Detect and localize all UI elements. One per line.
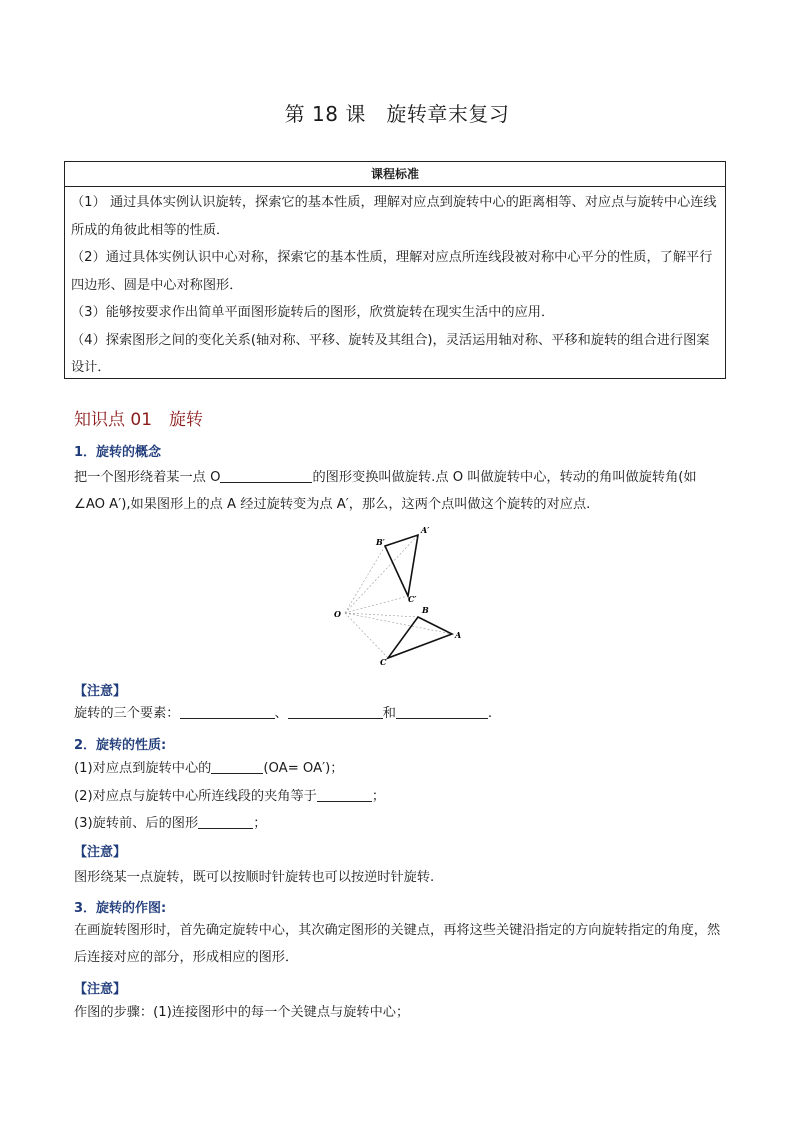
property-3-text: (3)旋转前、后的图形 <box>74 816 199 831</box>
label-A-prime: A′ <box>421 525 430 535</box>
property-1 <box>74 755 724 782</box>
fill-blank <box>288 704 383 719</box>
note-label-3: 【注意】 <box>74 982 127 997</box>
concept-text-start: 把一个图形绕着某一点 O <box>74 470 221 485</box>
concept-text-rest: 的图形变换叫做旋转.点 O 叫做旋转中心，转动的角叫做旋转角(如∠AO A′),如果图形上的点 A 经过旋转变为点 A′，那么，这两个点叫做这个旋转的对应点. <box>74 470 697 512</box>
fill-blank <box>180 704 275 719</box>
label-O: O <box>334 609 341 619</box>
label-B-prime: B′ <box>376 537 385 547</box>
fill-blank <box>317 787 372 802</box>
and-text: 和 <box>382 706 396 721</box>
period: . <box>487 706 493 721</box>
note-label-2: 【注意】 <box>74 845 127 860</box>
property-2 <box>74 783 724 810</box>
rotated-triangle <box>385 535 418 596</box>
standards-body <box>65 187 725 382</box>
section-heading-properties: 2．旋转的性质: <box>74 738 167 753</box>
label-C: C <box>380 657 387 667</box>
property-3-tail: ； <box>253 816 267 831</box>
label-A: A <box>455 630 462 640</box>
section-heading-construction: 3．旋转的作图: <box>74 901 167 916</box>
standard-item-2: （2）通过具体实例认识中心对称，探索它的基本性质，理解对应点所连线段被对称中心平分的性质，了解平行四边形、圆是中心对称图形． <box>71 250 713 293</box>
fill-blank <box>220 468 312 483</box>
direction-note: 图形绕某一点旋转，既可以按顺时针旋转也可以按逆时针旋转. <box>74 870 435 885</box>
curriculum-standards-table <box>64 161 726 379</box>
property-3 <box>74 810 724 837</box>
fill-blank <box>198 814 253 829</box>
separator: 、 <box>274 706 288 721</box>
property-1-text: (1)对应点到旋转中心的 <box>74 761 212 776</box>
label-B: B <box>422 605 429 615</box>
knowledge-point-title: 知识点 01 旋转 <box>74 410 204 430</box>
label-C-prime: C′ <box>408 594 417 604</box>
standards-header: 课程标准 <box>65 162 725 187</box>
standard-item-1: （1） 通过具体实例认识旋转，探索它的基本性质，理解对应点到旋转中心的距离相等、对应点与旋转中心连线所成的角彼此相等的性质． <box>71 195 717 238</box>
three-elements-text: 旋转的三个要素： <box>74 706 180 721</box>
lesson-title: 第 18 课 旋转章末复习 <box>284 102 510 126</box>
construction-steps: 作图的步骤：(1)连接图形中的每一个关键点与旋转中心； <box>74 1005 410 1020</box>
rotation-figure <box>326 522 471 667</box>
note-label-1: 【注意】 <box>74 684 127 699</box>
fill-blank <box>211 759 263 774</box>
standard-item-3: （3）能够按要求作出简单平面图形旋转后的图形，欣赏旋转在现实生活中的应用． <box>71 305 555 320</box>
property-1-tail: (OA= OA′)； <box>263 761 344 776</box>
property-2-tail: ； <box>371 789 386 804</box>
construction-text: 在画旋转图形时，首先确定旋转中心，其次确定图形的关键点，再将这些关键沿指定的方向旋转指定的角度，然后连接对应的部分，形成相应的图形． <box>74 923 721 965</box>
section-heading-concept: 1．旋转的概念 <box>74 445 162 460</box>
fill-blank <box>396 704 488 719</box>
three-elements-line <box>74 700 724 727</box>
rotation-concept-text <box>74 464 724 518</box>
property-2-text: (2)对应点与旋转中心所连线段的夹角等于 <box>74 789 317 804</box>
standard-item-4: （4）探索图形之间的变化关系(轴对称、平移、旋转及其组合)，灵活运用轴对称、平移和旋转的组合进行图案设计． <box>71 332 710 375</box>
